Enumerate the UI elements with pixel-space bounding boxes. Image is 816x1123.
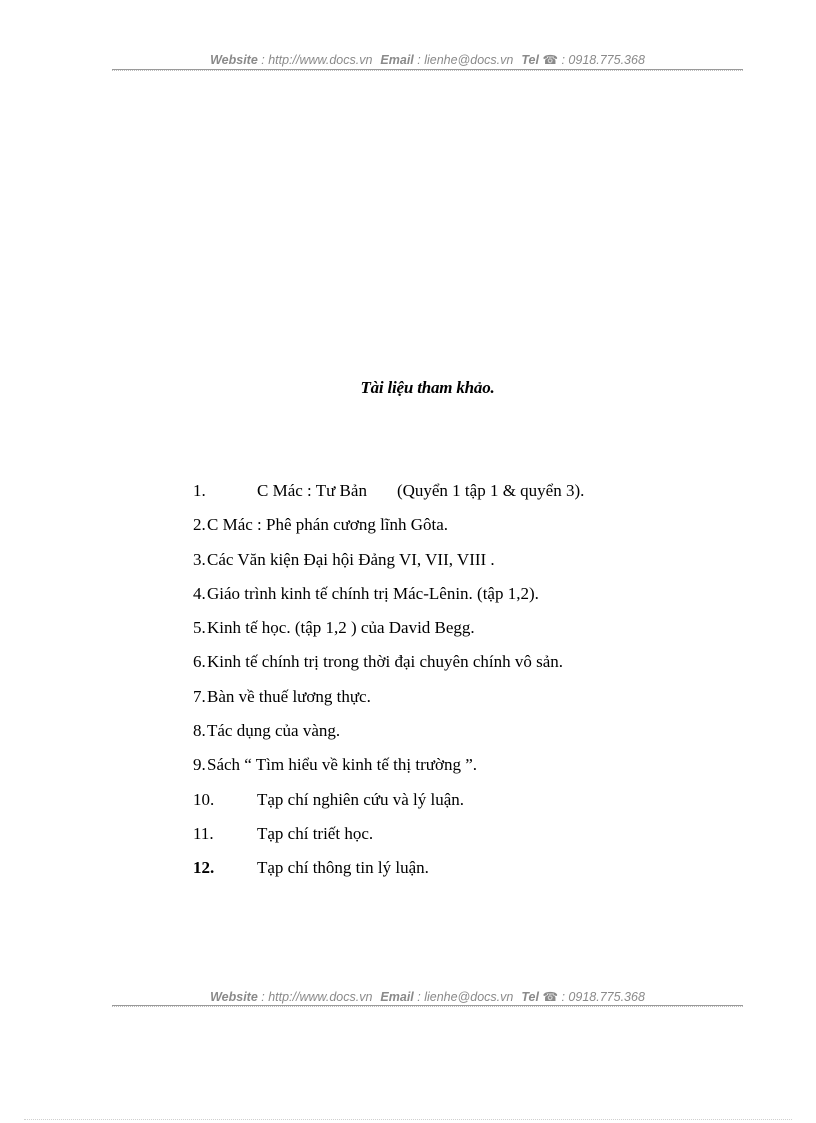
list-item-number: 12. <box>193 858 215 878</box>
header-website-url[interactable]: : http://www.docs.vn <box>257 53 373 67</box>
list-item-number: 7. <box>193 686 206 706</box>
list-item <box>193 479 584 513</box>
list-item-number: 8. <box>193 721 206 741</box>
header-website-label: Website <box>210 53 258 67</box>
list-item-text: Giáo trình kinh tế chính trị Mác-Lênin. (tập 1,2). <box>207 583 539 603</box>
list-item-number: 11. <box>193 823 214 843</box>
list-item-number: 4. <box>193 583 206 603</box>
list-item-text: C Mác : Phê phán cương lĩnh Gôta. <box>207 515 449 535</box>
footer-divider <box>112 1005 743 1007</box>
header-email-label: Email <box>380 53 414 67</box>
footer-tel-label: Tel <box>521 990 539 1004</box>
list-item-number: 10. <box>193 789 215 809</box>
header-tel-number: : 0918.775.368 <box>558 53 645 67</box>
list-item-text: Tác dụng của vàng. <box>207 721 341 741</box>
list-item <box>193 513 584 547</box>
list-item-text-extra: (Quyển 1 tập 1 & quyển 3). <box>396 481 585 500</box>
list-item-number: 6. <box>193 652 206 672</box>
list-item <box>193 685 584 719</box>
phone-icon: ☎ <box>542 990 559 1004</box>
list-item <box>193 582 584 616</box>
header-divider <box>112 69 743 71</box>
list-item <box>193 650 584 684</box>
footer-website-label: Website <box>210 990 258 1004</box>
list-item-number: 3. <box>193 549 206 569</box>
footer-tel-number: : 0918.775.368 <box>558 990 645 1004</box>
list-item-number: 9. <box>193 755 206 775</box>
list-item <box>193 548 584 582</box>
list-item <box>193 753 584 787</box>
list-item-text: Bàn về thuế lương thực. <box>207 686 371 706</box>
page-header <box>112 52 743 67</box>
footer-website-url[interactable]: : http://www.docs.vn <box>257 990 373 1004</box>
list-item-text: Tạp chí thông tin lý luận. <box>257 858 429 878</box>
list-item <box>193 822 584 856</box>
footer-email-address[interactable]: : lienhe@docs.vn <box>413 990 514 1004</box>
list-item-text: C Mác : Tư Bản <box>257 481 367 500</box>
list-item-number: 2. <box>193 515 206 535</box>
header-tel-label: Tel <box>521 53 539 67</box>
list-item-text: Tạp chí triết học. <box>257 823 374 843</box>
page-bottom-border <box>24 1119 792 1120</box>
list-item-text: Kinh tế chính trị trong thời đại chuyên chính vô sản. <box>207 652 564 672</box>
list-item-number: 1. <box>193 481 206 500</box>
list-item <box>193 719 584 753</box>
header-email-address[interactable]: : lienhe@docs.vn <box>413 53 514 67</box>
page-title: Tài liệu tham khảo. <box>360 378 495 397</box>
list-item <box>193 856 584 890</box>
footer-email-label: Email <box>380 990 414 1004</box>
phone-icon: ☎ <box>542 53 559 67</box>
list-item-number: 5. <box>193 618 206 638</box>
reference-list <box>193 479 584 891</box>
list-item-text: Kinh tế học. (tập 1,2 ) của David Begg. <box>207 618 475 638</box>
list-item-text: Tạp chí nghiên cứu và lý luận. <box>257 789 465 809</box>
list-item-text: Các Văn kiện Đại hội Đảng VI, VII, VIII . <box>207 549 495 569</box>
list-item <box>193 616 584 650</box>
list-item <box>193 788 584 822</box>
page-footer <box>112 989 743 1004</box>
list-item-text: Sách “ Tìm hiểu về kinh tế thị trường ”. <box>207 755 477 775</box>
